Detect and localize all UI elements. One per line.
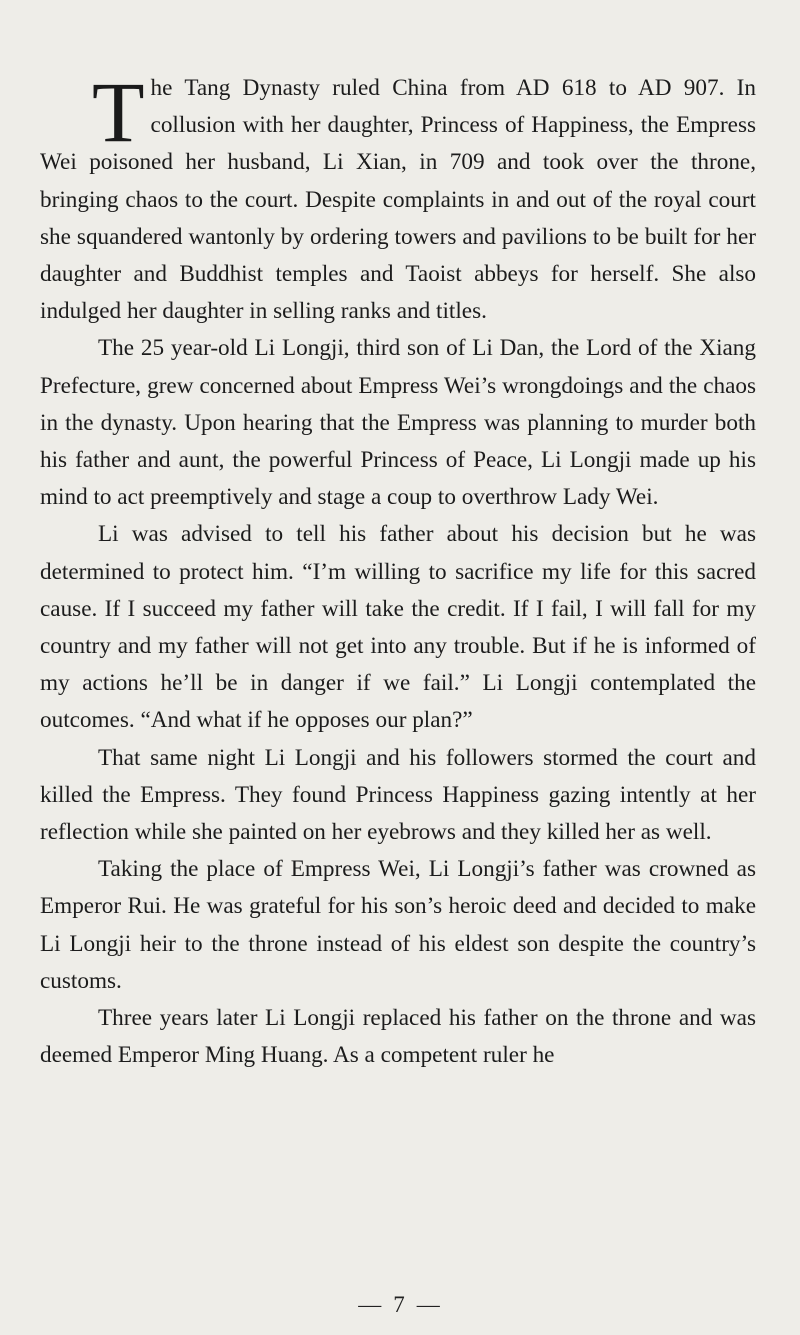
page-number: 7 (393, 1292, 407, 1317)
paragraph-2: The 25 year-old Li Longji, third son of Li Dan, the Lord of the Xiang Prefecture, grew concerned about Empress Wei’s wrongdoings and the chaos in the dynasty. Upon hearing that the Empress was planning to murder both his father and aunt, the powerful Princess of Peace, Li Longji made up his mind to act preemptively and stage a coup to overthrow Lady Wei. (40, 335, 756, 511)
paragraph-4: That same night Li Longji and his followers stormed the court and killed the Empress. They found Princess Happiness gazing intently at her reflection while she painted on her eyebrows and they killed her as well. (40, 744, 756, 846)
drop-cap: T (92, 64, 145, 160)
dash-right: — (416, 1292, 442, 1317)
paragraph-3: Li was advised to tell his father about his decision but he was determined to protect him. “I’m willing to sacrifice my life for this sacred cause. If I succeed my father will take the credit. If I fail, I will fall for my country and my father will not get into any trouble. But if he is informed of my actions he’ll be in danger if we fail.” Li Longji contemplated the outcomes. “And what if he opposes our plan?” (40, 521, 756, 734)
dash-left: — (358, 1292, 384, 1317)
paragraph-1 (40, 64, 756, 330)
page-number-footer (0, 1290, 800, 1320)
paragraph-5: Taking the place of Empress Wei, Li Longji’s father was crowned as Emperor Rui. He was grateful for his son’s heroic deed and decided to make Li Longji heir to the throne instead of his eldest son despite the country’s customs. (40, 856, 756, 994)
paragraph-1-text: he Tang Dynasty ruled China from AD 618 to AD 907. In collusion with her daughter, Princess of Happiness, the Empress Wei poisoned her husband, Li Xian, in 709 and took over the throne, bringing chaos to the court. Despite complaints in and out of the royal court she squandered wantonly by ordering towers and pavilions to be built for her daughter and Buddhist temples and Taoist abbeys for herself. She also indulged her daughter in selling ranks and titles. (40, 75, 756, 325)
paragraph-6: Three years later Li Longji replaced his father on the throne and was deemed Emperor Ming Huang. As a competent ruler he (40, 1005, 756, 1069)
page-body (40, 64, 756, 1074)
